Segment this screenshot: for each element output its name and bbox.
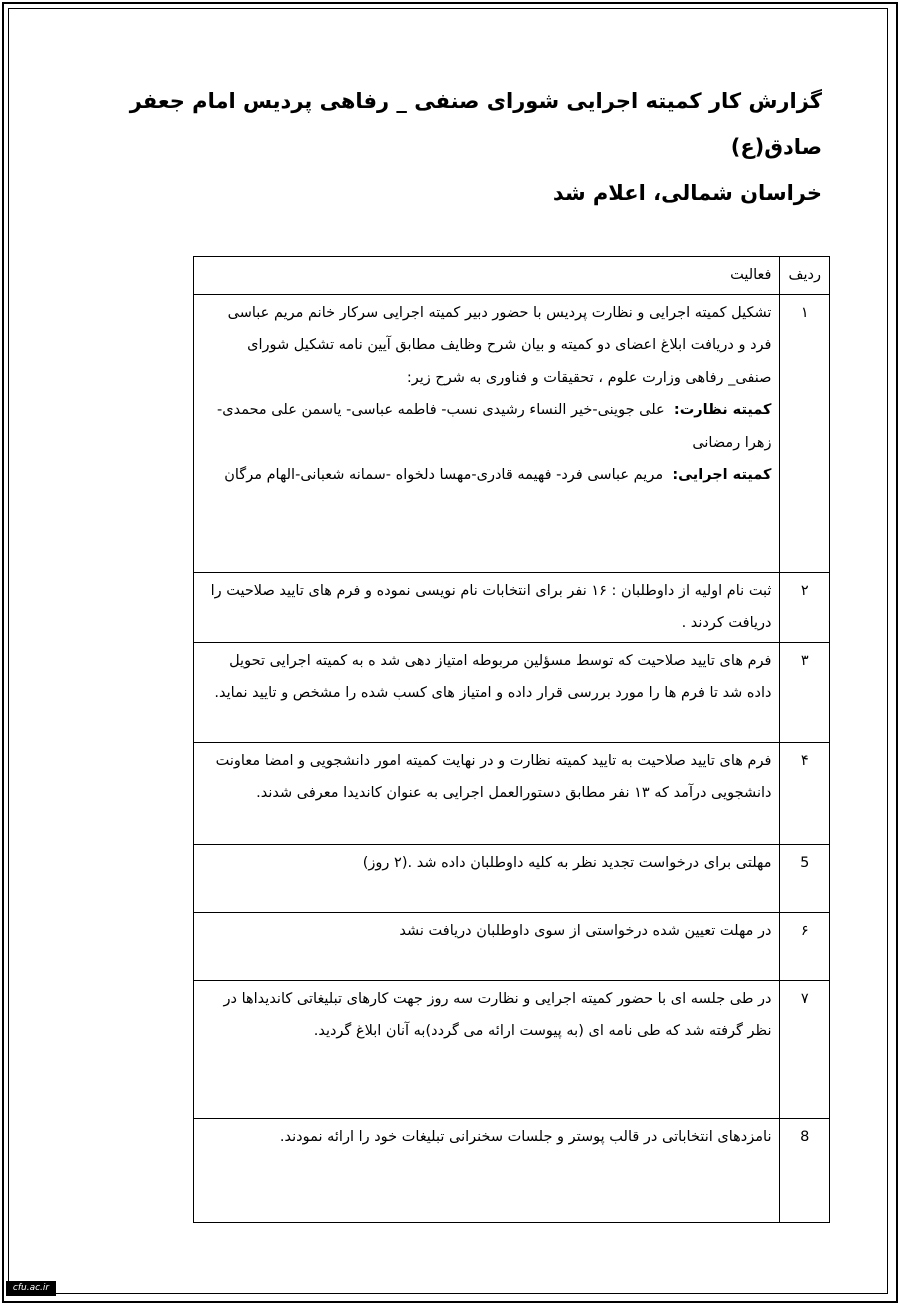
row-number: 8 [780, 1118, 830, 1222]
oversight-members: علی جوینی-خیر النساء رشیدی نسب- فاطمه عباسی- یاسمن علی محمدی- زهرا رمضانی [217, 402, 772, 451]
row-activity: فرم های تایید صلاحیت که توسط مسؤلین مربوطه امتیاز دهی شد ه به کمیته اجرایی تحویل داده شد تا فرم ها را مورد بررسی قرار داده و امتیاز های کسب شده را مشخص و تایید نماید. [194, 642, 780, 742]
title-line-2: خراسان شمالی، اعلام شد [552, 181, 822, 205]
row-activity: در مهلت تعیین شده درخواستی از سوی داوطلبان دریافت نشد [194, 912, 780, 980]
activity-table [193, 256, 830, 1223]
row-number: ۲ [780, 572, 830, 642]
table-row [194, 742, 830, 844]
row-activity: در طی جلسه ای با حضور کمیته اجرایی و نظارت سه روز جهت کارهای تبلیغاتی کاندیداها در نظر گرفته شد که طی نامه ای (به پیوست ارائه می گردد)به آنان ابلاغ گردید. [194, 980, 780, 1118]
title-line-1: گزارش کار کمیته اجرایی شورای صنفی _ رفاهی پردیس امام جعفر صادق(ع) [129, 89, 822, 159]
executive-committee [202, 459, 771, 492]
table-row [194, 294, 830, 572]
row-number: ۷ [780, 980, 830, 1118]
row-activity: ثبت نام اولیه از داوطلبان : ۱۶ نفر برای انتخابات نام نویسی نموده و فرم های تایید صلاحیت را دریافت کردند . [194, 572, 780, 642]
row-number: 5 [780, 844, 830, 912]
table-row [194, 844, 830, 912]
row-activity: نامزدهای انتخاباتی در قالب پوستر و جلسات سخنرانی تبلیغات خود را ارائه نمودند. [194, 1118, 780, 1222]
executive-label: کمیته اجرایی: [672, 467, 772, 483]
table-row [194, 642, 830, 742]
header-row-number: ردیف [780, 257, 830, 295]
row-activity: مهلتی برای درخواست تجدید نظر به کلیه داوطلبان داده شد .(۲ روز) [194, 844, 780, 912]
row-number: ۴ [780, 742, 830, 844]
row-activity [194, 294, 780, 572]
row-number: ۳ [780, 642, 830, 742]
row-number: ۱ [780, 294, 830, 572]
document-title [122, 78, 822, 216]
site-watermark: cfu.ac.ir [6, 1281, 56, 1296]
table-row [194, 572, 830, 642]
table-header-row [194, 257, 830, 295]
row-number: ۶ [780, 912, 830, 980]
table-row [194, 980, 830, 1118]
table-row [194, 912, 830, 980]
table-row [194, 1118, 830, 1222]
activity-text: تشکیل کمیته اجرایی و نظارت پردیس با حضور دبیر کمیته اجرایی سرکار خانم مریم عباسی فرد و دریافت ابلاغ اعضای دو کمیته و بیان شرح وظایف مطابق آیین نامه تشکیل شورای صنفی_ رفاهی وزارت علوم ، تحقیقات و فناوری به شرح زیر: [227, 304, 772, 386]
header-activity: فعالیت [194, 257, 780, 295]
oversight-label: کمیته نظارت: [673, 402, 772, 418]
row-activity: فرم های تایید صلاحیت به تایید کمیته نظارت و در نهایت کمیته امور دانشجویی و امضا معاونت دانشجویی درآمد که ۱۳ نفر مطابق دستورالعمل اجرایی به عنوان کاندیدا معرفی شدند. [194, 742, 780, 844]
oversight-committee [202, 394, 771, 459]
executive-members: مریم عباسی فرد- فهیمه قادری-مهسا دلخواه -سمانه شعبانی-الهام مرگان [224, 467, 664, 483]
